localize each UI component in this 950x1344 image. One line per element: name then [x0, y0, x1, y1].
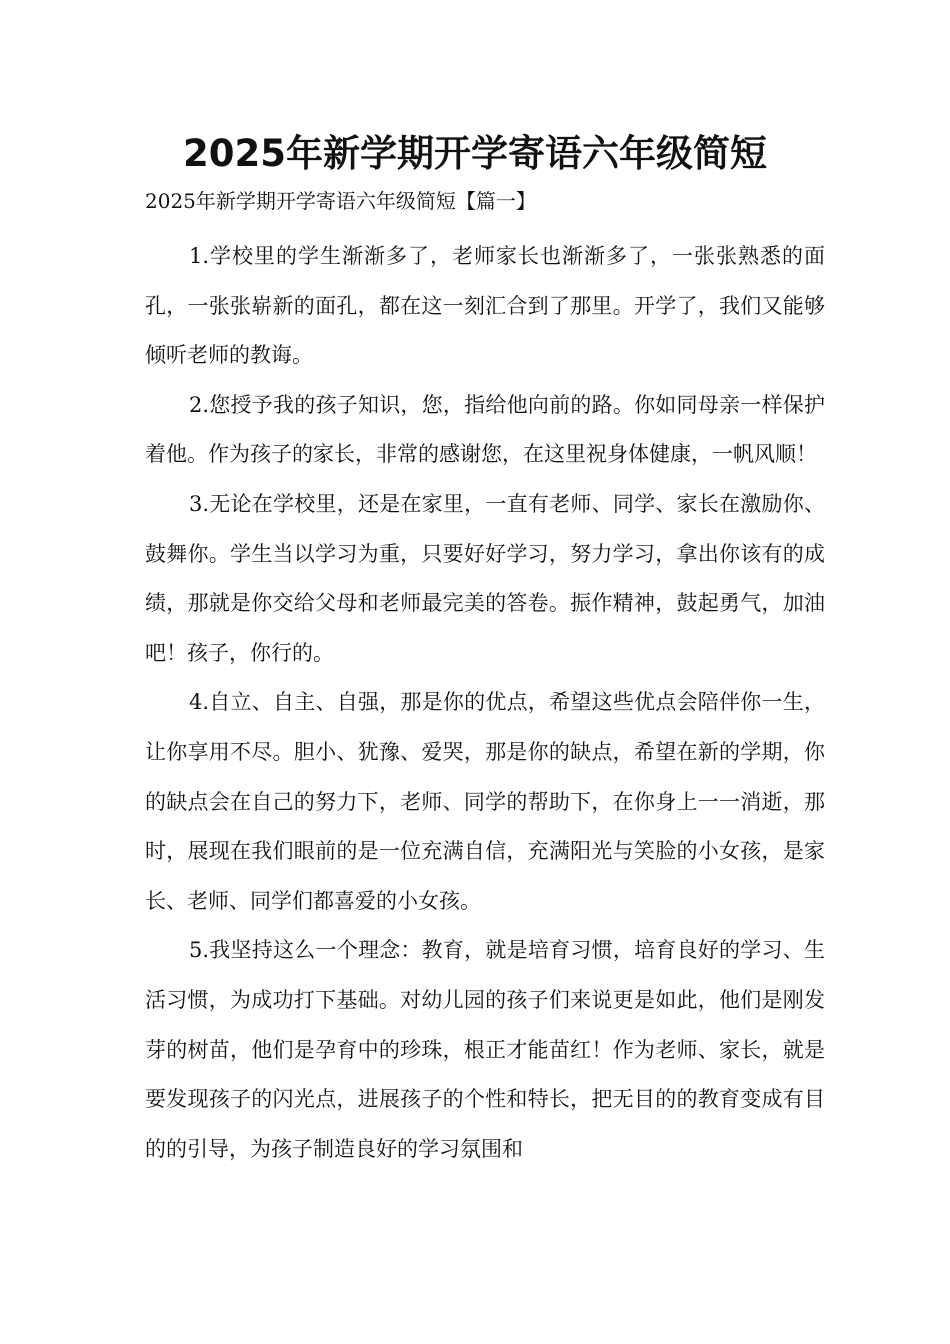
paragraph: 4.自立、自主、自强，那是你的优点，希望这些优点会陪伴你一生，让你享用不尽。胆小、犹豫、爱哭，那是你的缺点，希望在新的学期，你的缺点会在自己的努力下，老师、同学的帮助下，在你身上一一消逝，那时，展现在我们眼前的是一位充满自信，充满阳光与笑脸的小女孩，是家长、老师、同学们都喜爱的小女孩。 — [145, 690, 825, 913]
document-body — [145, 232, 825, 1174]
paragraph: 5.我坚持这么一个理念：教育，就是培育习惯，培育良好的学习、生活习惯，为成功打下基础。对幼儿园的孩子们来说更是如此，他们是刚发芽的树苗，他们是孕育中的珍珠，根正才能苗红！作为老师、家长，就是要发现孩子的闪光点，进展孩子的个性和特长，把无目的的教育变成有目的的引导，为孩子制造良好的学习氛围和 — [145, 938, 825, 1161]
paragraph: 2.您授予我的孩子知识，您，指给他向前的路。你如同母亲一样保护着他。作为孩子的家长，非常的感谢您，在这里祝身体健康，一帆风顺！ — [145, 392, 825, 467]
document-title: 2025年新学期开学寄语六年级简短 — [183, 132, 767, 175]
section-heading: 2025年新学期开学寄语六年级简短【篇一】 — [145, 189, 536, 213]
paragraph: 1.学校里的学生渐渐多了，老师家长也渐渐多了，一张张熟悉的面孔，一张张崭新的面孔，都在这一刻汇合到了那里。开学了，我们又能够倾听老师的教诲。 — [145, 244, 825, 368]
paragraph: 3.无论在学校里，还是在家里，一直有老师、同学、家长在激励你、鼓舞你。学生当以学习为重，只要好好学习，努力学习，拿出你该有的成绩，那就是你交给父母和老师最完美的答卷。振作精神，鼓起勇气，加油吧！孩子，你行的。 — [145, 491, 825, 665]
